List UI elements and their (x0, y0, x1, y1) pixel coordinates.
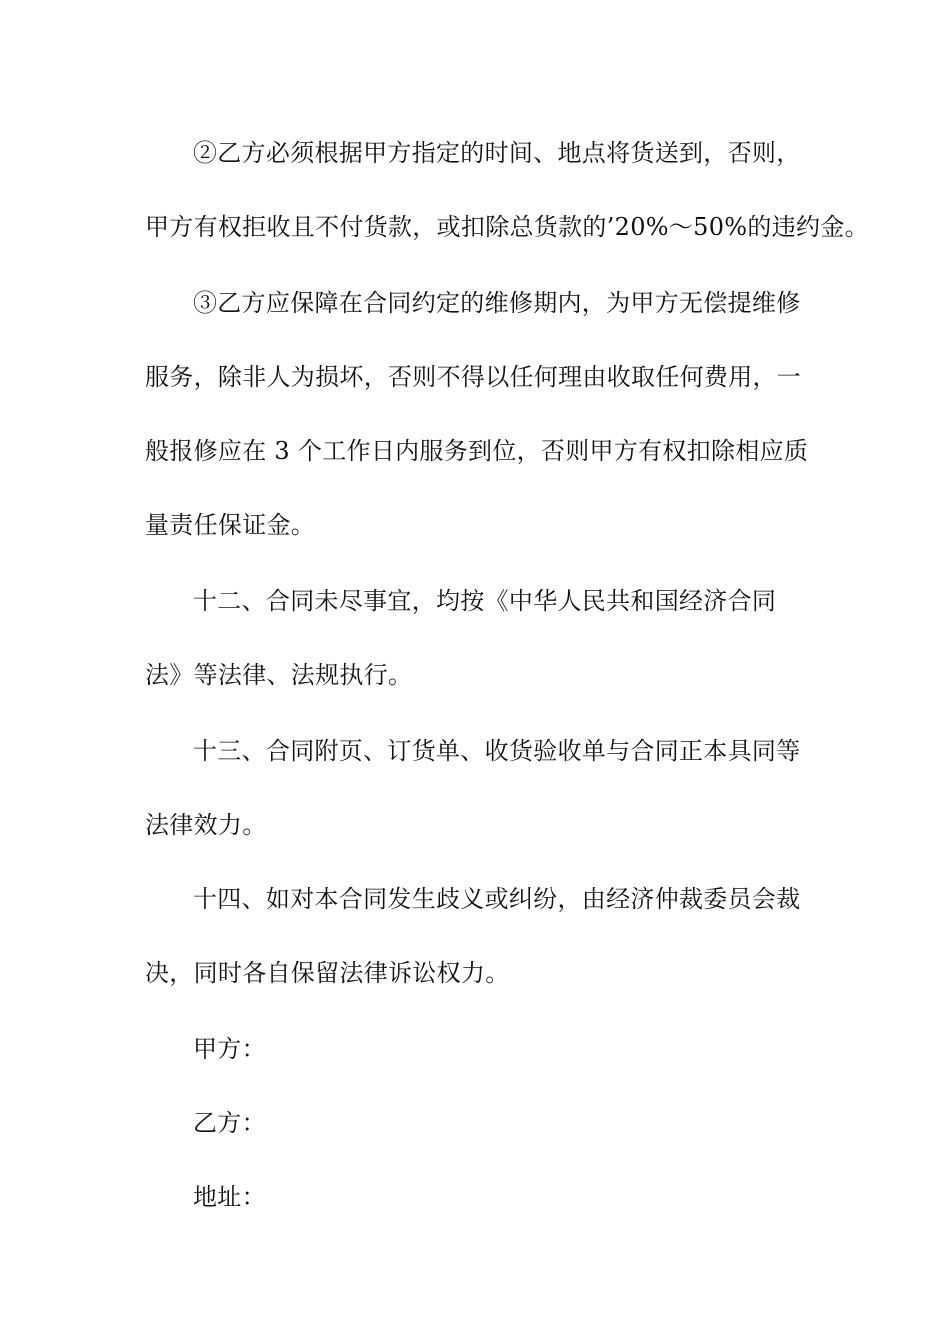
paragraph-3-line-3: 般报修应在 3 个工作日内服务到位，否则甲方有权扣除相应质 (145, 437, 809, 465)
paragraph-3-line-4: 量责任保证金。 (145, 511, 316, 539)
clause-13-line-2: 法律效力。 (145, 811, 267, 839)
paragraph-3-line-2: 服务，除非人为损坏，否则不得以任何理由收取任何费用，一 (145, 363, 802, 391)
address-label: 地址： (193, 1183, 266, 1211)
paragraph-3-line-1: ③乙方应保障在合同约定的维修期内，为甲方无偿提维修 (193, 289, 801, 317)
clause-12-line-1: 十二、合同未尽事宜，均按《中华人民共和国经济合同 (193, 587, 777, 615)
clause-13-line-1: 十三、合同附页、订货单、收货验收单与合同正本具同等 (193, 737, 801, 765)
clause-12-line-2: 法》等法律、法规执行。 (145, 661, 413, 689)
clause-14-line-2: 决，同时各自保留法律诉讼权力。 (145, 959, 510, 987)
paragraph-2-line-2: 甲方有权拒收且不付货款，或扣除总货款的’20%～50%的违约金。 (145, 213, 869, 241)
party-a-label: 甲方： (193, 1035, 266, 1063)
party-b-label: 乙方： (193, 1109, 266, 1137)
clause-14-line-1: 十四、如对本合同发生歧义或纠纷，由经济仲裁委员会裁 (193, 885, 801, 913)
paragraph-2-line-1: ②乙方必须根据甲方指定的时间、地点将货送到，否则， (193, 139, 801, 167)
